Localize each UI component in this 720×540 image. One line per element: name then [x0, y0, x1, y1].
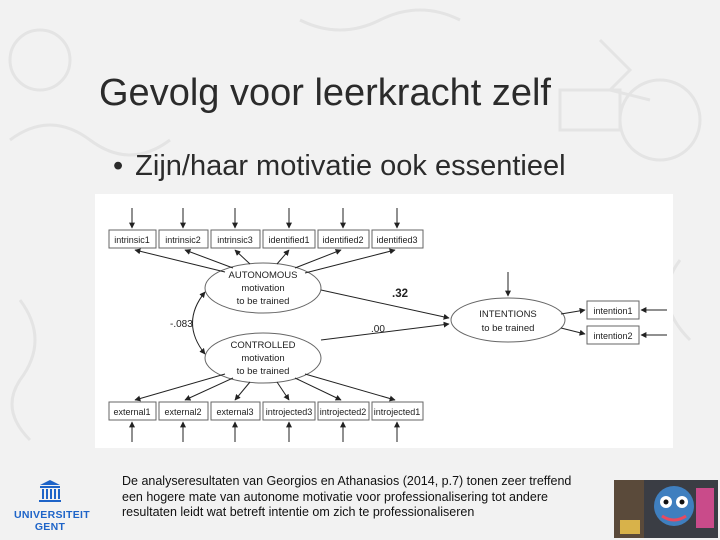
- indicator-identified1: identified1: [268, 235, 310, 245]
- correlation-value: -.083: [170, 319, 193, 330]
- logo-line2: GENT: [34, 521, 66, 533]
- bullet-item: [113, 150, 566, 183]
- indicator-introjected2: introjected2: [319, 407, 367, 417]
- indicator-identified2: identified2: [322, 235, 364, 245]
- indicator-external1: external1: [113, 407, 151, 417]
- top-error-arrows: [132, 208, 397, 228]
- autonomous-sub1: motivation: [241, 283, 285, 294]
- indicator-intention1: intention1: [593, 306, 633, 316]
- indicator-intention2: intention2: [593, 331, 633, 341]
- controlled-sub2: to be trained: [236, 366, 290, 377]
- indicator-intrinsic3: intrinsic3: [217, 235, 253, 245]
- bullet-text: Zijn/haar motivatie ook essentieel: [135, 150, 566, 182]
- logo-line1: UNIVERSITEIT: [14, 509, 90, 521]
- path-autonomous-intentions: [321, 290, 449, 318]
- correlation-curve: [193, 292, 206, 354]
- bottom-error-arrows: [132, 422, 397, 442]
- indicator-external2: external2: [164, 407, 202, 417]
- path-value-32: .32: [392, 288, 408, 300]
- indicator-introjected1: introjected1: [373, 407, 421, 417]
- autonomous-sub2: to be trained: [236, 296, 290, 307]
- intentions-ellipse: [451, 298, 565, 342]
- controlled-sub1: motivation: [241, 353, 285, 364]
- indicator-intrinsic1: intrinsic1: [114, 235, 150, 245]
- indicator-external3: external3: [216, 407, 254, 417]
- caption-text: De analyseresultaten van Georgios en Athanasios (2014, p.7) tonen zeer treffend een hogere mate van autonome motivatie voor professionalisering tot andere resultaten leidt wat betreft intentie om zich te professionaliseren: [122, 474, 572, 520]
- autonomous-label: AUTONOMOUS: [228, 270, 298, 281]
- intentions-sub: to be trained: [481, 323, 535, 334]
- sem-path-diagram: [95, 194, 673, 448]
- path-value-00: .00: [371, 324, 385, 335]
- intention-error-arrows: [641, 310, 667, 335]
- ugent-building-icon: [14, 478, 86, 504]
- controlled-label: CONTROLLED: [230, 340, 296, 351]
- indicator-intrinsic2: intrinsic2: [165, 235, 201, 245]
- bullet-dot: •: [113, 150, 124, 182]
- intentions-label: INTENTIONS: [479, 309, 537, 320]
- indicator-introjected3: introjected3: [265, 407, 313, 417]
- indicator-identified3: identified3: [376, 235, 418, 245]
- slide-title: Gevolg voor leerkracht zelf: [99, 72, 551, 114]
- path-controlled-intentions: [321, 324, 449, 340]
- graffiti-thumbnail-image: [614, 480, 718, 538]
- ugent-logo: [14, 478, 90, 533]
